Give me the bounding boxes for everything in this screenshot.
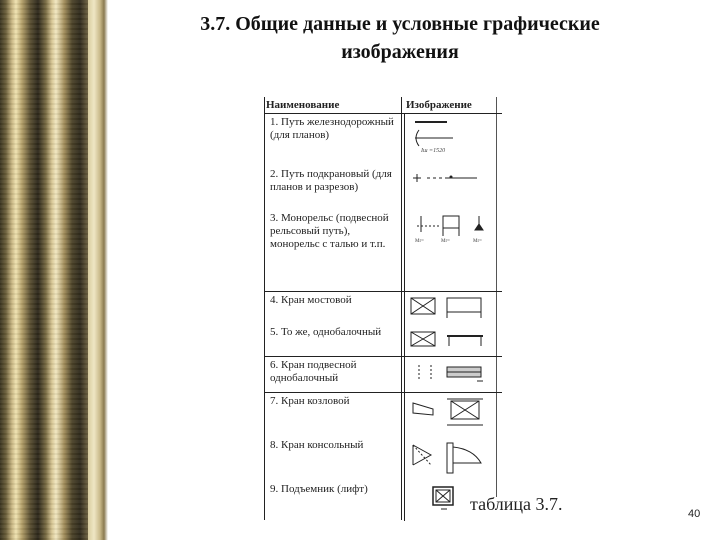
table-header-row <box>264 97 502 114</box>
svg-text:Mr=: Mr= <box>472 238 482 244</box>
suspended-crane-icon <box>404 357 502 393</box>
row-label: 2. Путь подкрановый (для планов и разрезов) <box>270 167 392 193</box>
title-line-2: изображения <box>341 41 459 63</box>
svg-text:Mr=: Mr= <box>414 238 424 244</box>
table-row <box>264 357 502 393</box>
table-row <box>264 292 502 325</box>
railway-track-icon <box>404 114 502 166</box>
table-row <box>264 324 502 357</box>
row-label: 4. Кран мостовой <box>270 294 352 306</box>
row-label: 5. То же, однобалочный <box>264 324 404 357</box>
row-label: 9. Подъемник (лифт) <box>270 482 368 495</box>
table-row <box>264 393 502 437</box>
svg-text:Mr=: Mr= <box>440 238 450 244</box>
crane-track-icon <box>404 166 502 210</box>
table-row <box>264 114 502 166</box>
single-girder-crane-icon <box>404 324 502 357</box>
row-label: 1. Путь железнодорожный (для планов) <box>270 116 394 141</box>
column-header-name: Наименование <box>264 97 404 114</box>
monorail-icon <box>404 210 502 292</box>
symbols-table <box>264 97 502 521</box>
row-label: 7. Кран козловой <box>270 395 350 407</box>
page-number: 40 <box>688 508 701 520</box>
table-row <box>264 166 502 210</box>
cantilever-crane-icon <box>404 437 502 481</box>
table-row <box>264 210 502 292</box>
column-header-image: Изображение <box>404 97 502 114</box>
slide-title <box>120 10 680 66</box>
gantry-crane-icon <box>404 393 502 437</box>
decorative-frame <box>0 0 108 540</box>
title-line-1: 3.7. Общие данные и условные графические <box>200 13 600 35</box>
table-row <box>264 481 502 521</box>
table-row <box>264 437 502 481</box>
svg-text:Iш =1520: Iш =1520 <box>420 148 445 154</box>
bridge-crane-icon <box>404 292 502 325</box>
row-label: 3. Монорельс (подвесной рельсовый путь), монорельс с талью и т.п. <box>264 210 404 292</box>
row-label: 6. Кран подвесной однобалочный <box>264 357 404 393</box>
table-caption: таблица 3.7. <box>470 494 563 514</box>
row-label: 8. Кран консольный <box>270 438 364 451</box>
